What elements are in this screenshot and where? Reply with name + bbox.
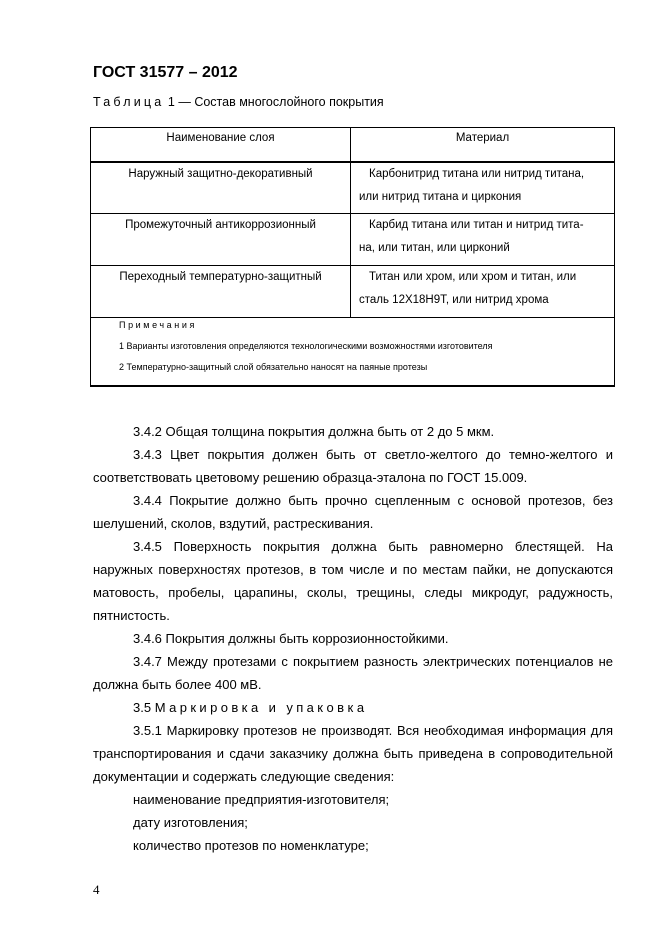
layer-cell: Промежуточный антикоррозионный xyxy=(91,214,351,266)
header-layer-name: Наименование слоя xyxy=(91,128,351,162)
material-line: Титан или хром, или хром и титан, или xyxy=(369,271,577,283)
list-item: дату изготовления; xyxy=(133,815,248,830)
table-notes-row xyxy=(91,318,615,386)
material-cell xyxy=(351,162,615,214)
paragraph-3-4-2: 3.4.2 Общая толщина покрытия должна быть от 2 до 5 мкм. xyxy=(133,424,495,439)
table-caption-title: — Состав многослойного покрытия xyxy=(178,95,384,109)
document-header: ГОСТ 31577 – 2012 xyxy=(93,64,238,81)
layer-cell: Наружный защитно-декоративный xyxy=(91,162,351,214)
paragraph-3-4-7: 3.4.7 Между протезами с покрытием разность электрических потенциалов не должна быть более 400 мВ. xyxy=(93,654,613,692)
material-cell xyxy=(351,214,615,266)
paragraph-3-4-3: 3.4.3 Цвет покрытия должен быть от светло-желтого до темно-желтого и соответствовать цветовому решению образца-эталона по ГОСТ 15.009. xyxy=(93,447,613,485)
composition-table xyxy=(90,127,615,387)
list-item: наименование предприятия-изготовителя; xyxy=(133,792,390,807)
table-row xyxy=(91,162,615,214)
material-line: на, или титан, или цирконий xyxy=(359,242,510,254)
table-header-row xyxy=(91,128,615,162)
material-cell xyxy=(351,266,615,318)
layer-cell: Переходный температурно-защитный xyxy=(91,266,351,318)
table-row xyxy=(91,266,615,318)
list-item: количество протезов по номенклатуре; xyxy=(133,838,369,853)
paragraph-3-5-1: 3.5.1 Маркировку протезов не производят. Вся необходимая информация для транспортирования и сдачи заказчику должна быть приведена в сопроводительной документации и содержать следующие сведения: xyxy=(93,723,613,784)
table-row xyxy=(91,214,615,266)
table-notes xyxy=(91,318,615,386)
note-item: 1 Варианты изготовления определяются технологическими возможностями изготовителя xyxy=(119,341,493,351)
body-text xyxy=(93,420,613,857)
header-material: Материал xyxy=(351,128,615,162)
material-line: Карбонитрид титана или нитрид титана, xyxy=(369,167,585,180)
paragraph-3-4-6: 3.4.6 Покрытия должны быть коррозионностойкими. xyxy=(133,631,449,646)
paragraph-3-4-5: 3.4.5 Поверхность покрытия должна быть равномерно блестящей. На наружных поверхностях протезов, в том числе и по местам пайки, не допускаются матовость, пробелы, царапины, сколы, трещины, следы микродуг, радужность, пятнистость. xyxy=(93,539,613,623)
notes-title: Примечания xyxy=(119,320,197,330)
section-3-5-heading xyxy=(93,696,613,719)
note-item: 2 Температурно-защитный слой обязательно наносят на паяные протезы xyxy=(119,362,428,372)
material-line: Карбид титана или титан и нитрид тита- xyxy=(369,219,584,231)
page-number: 4 xyxy=(93,882,100,897)
table-caption-number: 1 xyxy=(167,95,175,109)
section-title: Маркировка и упаковка xyxy=(154,700,368,715)
table-caption xyxy=(93,95,384,109)
material-line: или нитрид титана и циркония xyxy=(359,190,522,203)
material-line: сталь 12Х18Н9Т, или нитрид хрома xyxy=(359,294,549,306)
paragraph-3-4-4: 3.4.4 Покрытие должно быть прочно сцепленным с основой протезов, без шелушений, сколов, вздутий, растрескивания. xyxy=(93,493,613,531)
section-number: 3.5 xyxy=(133,700,152,715)
table-caption-label: Таблица xyxy=(93,95,165,109)
